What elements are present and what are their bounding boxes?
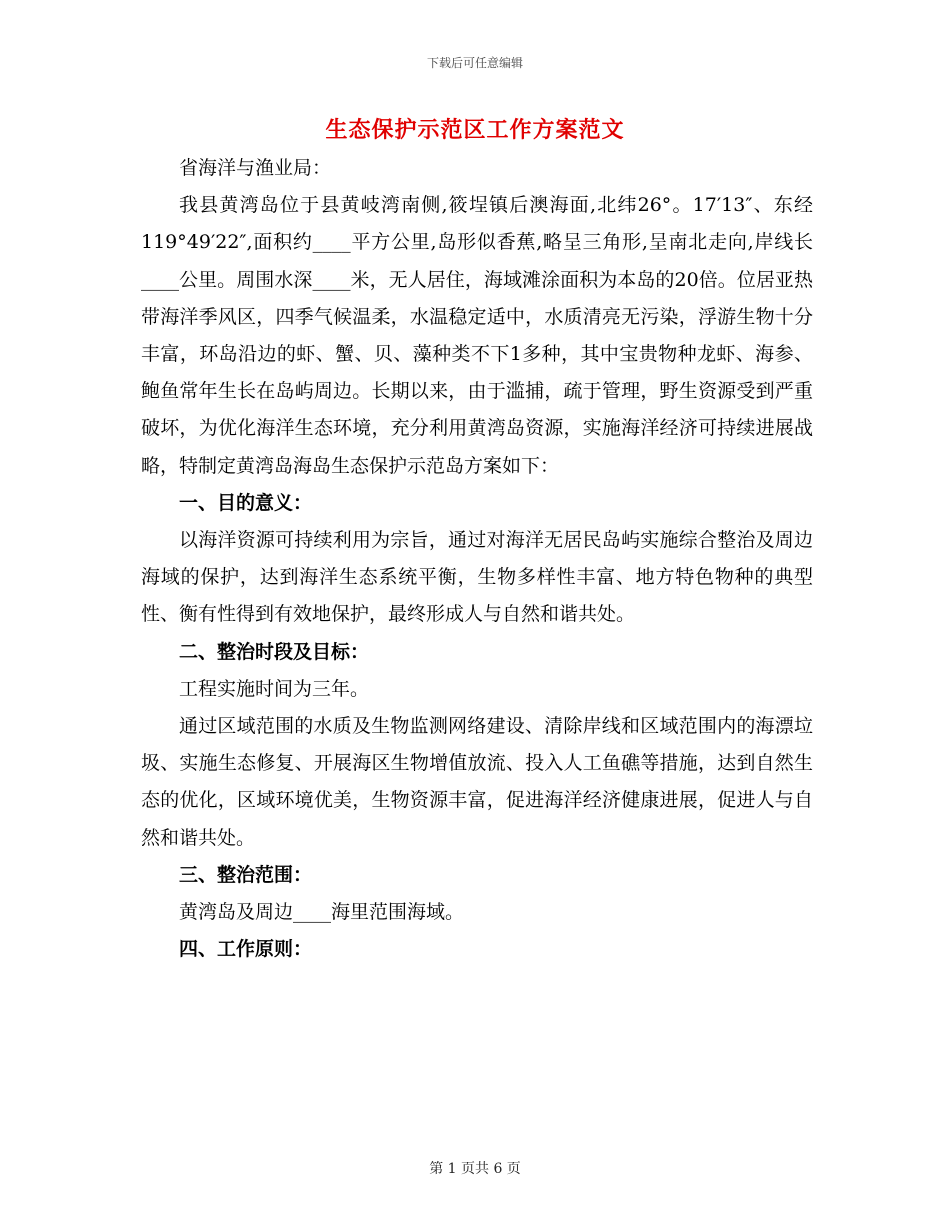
salutation: 省海洋与渔业局： (179, 157, 332, 179)
paragraph-duration: 工程实施时间为三年。 (179, 677, 370, 700)
section-heading-2: 二、整治时段及目标： (179, 640, 370, 663)
document-title: 生态保护示范区工作方案范文 (325, 117, 625, 143)
paragraph-scope: 黄湾岛及周边____海里范围海域。 (179, 901, 465, 924)
document-body (141, 150, 813, 968)
section-heading-3: 三、整治范围： (179, 863, 313, 886)
page-footer: 第 1 页共 6 页 (429, 1161, 521, 1177)
paragraph-goals: 通过区域范围的水质及生物监测网络建设、清除岸线和区域范围内的海漂垃圾、实施生态修复、开展海区生物增值放流、投入人工鱼礁等措施，达到自然生态的优化，区域环境优美，生物资源丰富，促进海洋经济健康进展，促进人与自然和谐共处。 (141, 715, 813, 849)
paragraph-intro: 我县黄湾岛位于县黄岐湾南侧,筱埕镇后澳海面,北纬26°。17′13″、东经119°49′22″,面积约____平方公里,岛形似香蕉,略呈三角形,呈南北走向,岸线长____公里。周围水深____米，无人居住，海域滩涂面积为本岛的20倍。位居亚热带海洋季风区，四季气候温柔，水温稳定适中，水质清亮无污染，浮游生物十分丰富，环岛沿边的虾、蟹、贝、藻种类不下1多种，其中宝贵物种龙虾、海参、鲍鱼常年生长在岛屿周边。长期以来，由于滥捕，疏于管理，野生资源受到严重破坏，为优化海洋生态环境，充分利用黄湾岛资源，实施海洋经济可持续进展战略，特制定黄湾岛海岛生态保护示范岛方案如下： (141, 194, 813, 477)
section-heading-4: 四、工作原则： (179, 938, 313, 961)
header-note: 下载后可任意编辑 (426, 56, 523, 70)
paragraph-purpose: 以海洋资源可持续利用为宗旨，通过对海洋无居民岛屿实施综合整治及周边海域的保护，达到海洋生态系统平衡，生物多样性丰富、地方特色物种的典型性、衡有性得到有效地保护，最终形成人与自然和谐共处。 (141, 529, 813, 626)
section-heading-1: 一、目的意义： (179, 491, 313, 514)
